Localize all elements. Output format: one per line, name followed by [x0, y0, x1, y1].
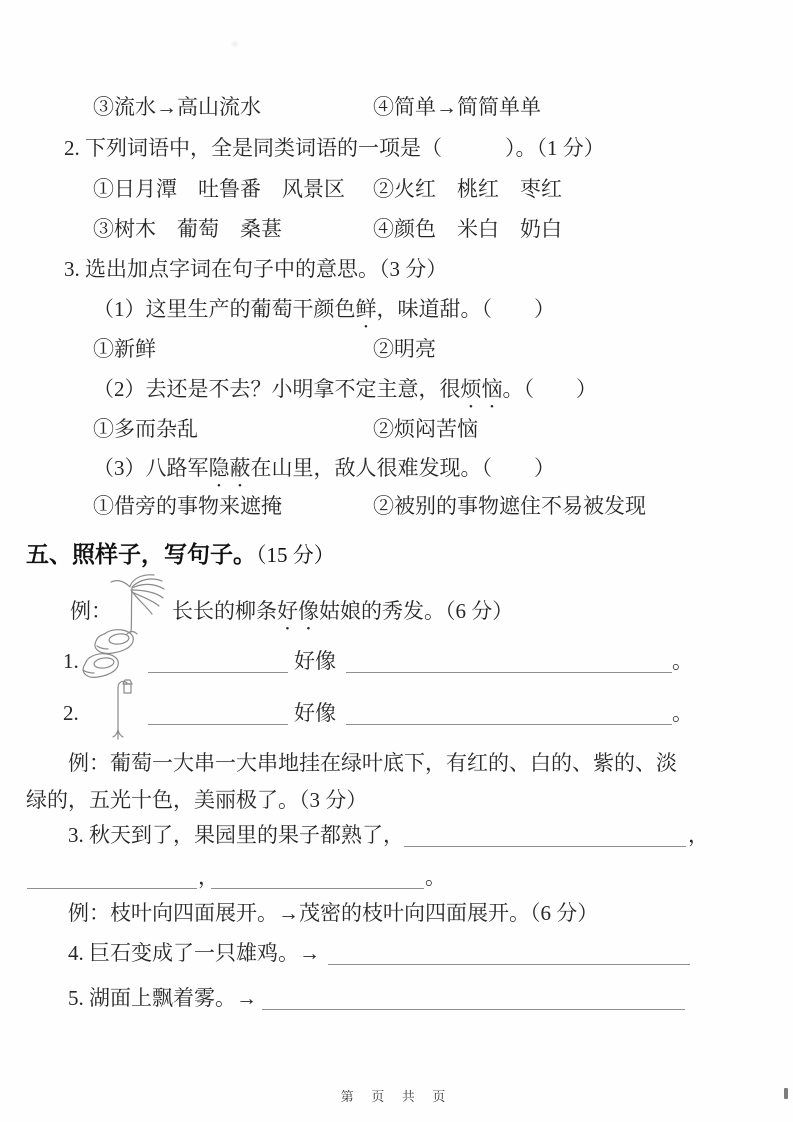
q3-sub1-pre: （1）这里生产的葡萄干颜色: [93, 297, 356, 321]
example2-line1: 例：葡萄一大串一大串地挂在绿叶底下，有红的、白的、紫的、淡: [68, 751, 677, 775]
item1-period: 。: [672, 649, 693, 673]
q2-options-row-2: [0, 214, 793, 244]
q1-options-row: [0, 92, 793, 122]
q1-option-4: ④简单→简简单单: [373, 95, 541, 119]
q3-sub2-post: 。（ ）: [502, 377, 597, 401]
item2-answer-blank-1[interactable]: [148, 701, 288, 725]
q3-sub2-option-2: ②烦闷苦恼: [373, 417, 478, 441]
example2-line1-row: [0, 748, 793, 778]
example1-post: 姑娘的秀发。（6 分）: [319, 599, 514, 623]
q2-row: [0, 133, 793, 163]
example2-line2: 绿的，五光十色，美丽极了。（3 分）: [26, 788, 368, 812]
q3-sub3-option-2: ②被别的事物遮住不易被发现: [373, 494, 646, 518]
q3-sub2-row: [0, 374, 793, 404]
q2-option-2: ②火红 桃红 枣红: [373, 177, 562, 201]
item1-number: 1.: [63, 649, 79, 673]
item3-answer-blank-3[interactable]: [211, 865, 424, 889]
page-footer: 第 页 共 页: [340, 1089, 453, 1104]
q2-stem: 2. 下列词语中，全是同类词语的一项是（ ）。（1 分）: [64, 136, 605, 160]
item3-line2-row: [0, 862, 793, 892]
item1-answer-blank-2[interactable]: [346, 649, 672, 673]
q3-sub1-dotted-word: 鲜: [355, 297, 377, 321]
item3-period: 。: [425, 865, 446, 889]
item3-answer-blank-2[interactable]: [27, 865, 197, 889]
scan-smudge: [228, 38, 242, 50]
item1-row: [0, 646, 793, 676]
example1-label: 例：: [70, 599, 112, 623]
example1-sentence: [172, 596, 513, 635]
q3-sub1-option-2: ②明亮: [373, 337, 436, 361]
q3-row: [0, 254, 793, 284]
section5-heading-text: 五、照样子，写句子。: [26, 541, 256, 567]
q2-option-1: ①日月潭 吐鲁番 风景区: [93, 177, 345, 201]
item4-answer-blank[interactable]: [328, 941, 690, 965]
item2-row: [0, 698, 793, 728]
scan-artifact: [784, 1088, 788, 1099]
item5-row: [0, 983, 793, 1013]
q3-sub2-dotted-word: 烦恼: [460, 377, 503, 401]
item3-comma-1: ，: [688, 823, 709, 847]
q3-sub3-options-row: [0, 491, 793, 521]
q3-sub3-sentence: [93, 453, 555, 492]
item5-stem: 5. 湖面上飘着雾。→: [68, 986, 257, 1010]
item3-stem: 3. 秋天到了，果园里的果子都熟了，: [68, 823, 404, 847]
example1-row: [0, 596, 793, 626]
q3-sub2-pre: （2）去还是不去？小明拿不定主意，很: [93, 377, 461, 401]
q3-sub3-option-1: ①借旁的事物来遮掩: [93, 494, 282, 518]
q3-sub2-sentence: [93, 374, 597, 413]
q3-sub2-options-row: [0, 414, 793, 444]
q3-sub3-dotted-word: 隐蔽: [208, 456, 251, 480]
item2-connector: 好像: [294, 701, 336, 725]
section5-heading-score: （15 分）: [256, 543, 335, 567]
q3-sub3-post: 在山里，敌人很难发现。（ ）: [250, 456, 555, 480]
q3-sub1-options-row: [0, 334, 793, 364]
example2-line2-row: [0, 785, 793, 815]
q2-option-4: ④颜色 米白 奶白: [373, 217, 562, 241]
item3-comma-2: ，: [198, 865, 219, 889]
q3-sub3-row: [0, 453, 793, 483]
example3-row: [0, 898, 793, 928]
item5-answer-blank[interactable]: [262, 986, 685, 1010]
item1-answer-blank-1[interactable]: [148, 649, 288, 673]
item2-number: 2.: [63, 701, 79, 725]
q3-sub1-option-1: ①新鲜: [93, 337, 156, 361]
item3-line1-row: [0, 820, 793, 850]
q2-option-3: ③树木 葡萄 桑葚: [93, 217, 282, 241]
example1-dotted-word: 好像: [277, 599, 319, 623]
q2-options-row-1: [0, 174, 793, 204]
q3-sub1-post: ，味道甜。（ ）: [376, 297, 555, 321]
section5-heading: [26, 537, 335, 571]
item2-answer-blank-2[interactable]: [346, 701, 672, 725]
q1-option-3: ③流水→高山流水: [93, 95, 261, 119]
example3-text: 例：枝叶向四面展开。→茂密的枝叶向四面展开。（6 分）: [68, 901, 599, 925]
q3-sub1-row: [0, 294, 793, 324]
item2-period: 。: [672, 701, 693, 725]
item3-answer-blank-1[interactable]: [404, 823, 686, 847]
q3-sub2-option-1: ①多而杂乱: [93, 417, 198, 441]
example1-pre: 长长的柳条: [172, 599, 277, 623]
q3-sub3-pre: （3）八路军: [93, 456, 209, 480]
item4-stem: 4. 巨石变成了一只雄鸡。→: [68, 941, 320, 965]
item1-connector: 好像: [294, 649, 336, 673]
item4-row: [0, 938, 793, 968]
q3-stem: 3. 选出加点字词在句子中的意思。（3 分）: [64, 257, 448, 281]
q3-sub1-sentence: [93, 294, 555, 333]
